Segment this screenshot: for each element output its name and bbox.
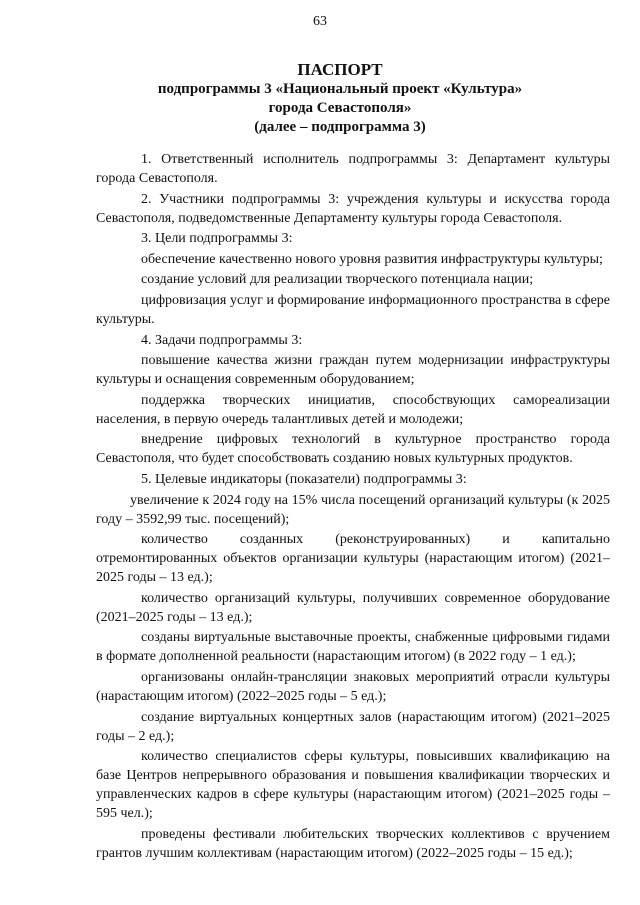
- paragraph: созданы виртуальные выставочные проекты, снабженные цифровыми гидами в формате дополненной реальности (нарастающим итогом) (в 2022 году – 1 ед.);: [96, 630, 610, 665]
- paragraph: поддержка творческих инициатив, способствующих самореализации населения, в первую очередь талантливых детей и молодежи;: [96, 392, 610, 427]
- subtitle-line-1: подпрограммы 3 «Национальный проект «Культура»: [157, 81, 523, 97]
- paragraph: 3. Цели подпрограммы 3:: [141, 231, 293, 247]
- paragraph: количество созданных (реконструированных) и капитально отремонтированных объектов организации культуры (нарастающим итогом) (2021–2025 годы – 13 ед.);: [96, 532, 610, 586]
- document-body: [96, 150, 610, 864]
- paragraph: 1. Ответственный исполнитель подпрограммы 3: Департамент культуры города Севастополя.: [96, 152, 610, 186]
- page-number: 63: [313, 14, 327, 29]
- paragraph: обеспечение качественно нового уровня развития инфраструктуры культуры;: [141, 251, 603, 267]
- paragraph: количество специалистов сферы культуры, повысивших квалификацию на базе Центров непрерывного образования и повышения квалификации творческих и управленческих кадров в сфере культуры (нарастающим итогом) (2021–2025 годы – 595 чел.);: [96, 749, 610, 822]
- paragraph: цифровизация услуг и формирование информационного пространства в сфере культуры.: [96, 292, 610, 327]
- paragraph: проведены фестивали любительских творческих коллективов с вручением грантов лучшим коллективам (нарастающим итогом) (2022–2025 годы – 15 ед.);: [96, 826, 610, 861]
- paragraph: создание условий для реализации творческого потенциала нации;: [141, 272, 534, 288]
- document-header: [100, 60, 580, 137]
- paragraph: увеличение к 2024 году на 15% числа посещений организаций культуры (к 2025 году – 3592,99 тыс. посещений);: [96, 492, 610, 527]
- paragraph: создание виртуальных концертных залов (нарастающим итогом) (2021–2025 годы – 2 ед.);: [96, 709, 610, 744]
- document-title: ПАСПОРТ: [297, 60, 383, 79]
- paragraph: 2. Участники подпрограммы 3: учреждения культуры и искусства города Севастополя, подведомственные Департаменту культуры города Севастополя.: [96, 191, 610, 226]
- paragraph: количество организаций культуры, получивших современное оборудование (2021–2025 годы – 13 ед.);: [96, 590, 610, 625]
- paragraph: внедрение цифровых технологий в культурное пространство города Севастополя, что будет способствовать созданию новых культурных продуктов.: [96, 432, 610, 467]
- paragraph: 4. Задачи подпрограммы 3:: [141, 332, 303, 348]
- subtitle-line-2: города Севастополя»: [268, 100, 412, 116]
- paragraph: повышение качества жизни граждан путем модернизации инфраструктуры культуры и оснащения современным оборудованием;: [96, 353, 610, 388]
- paragraph: организованы онлайн-трансляции знаковых мероприятий отрасли культуры (нарастающим итогом) (2022–2025 годы – 5 ед.);: [96, 669, 610, 704]
- paragraph: 5. Целевые индикаторы (показатели) подпрограммы 3:: [141, 471, 467, 487]
- subtitle-line-3: (далее – подпрограмма 3): [254, 119, 426, 135]
